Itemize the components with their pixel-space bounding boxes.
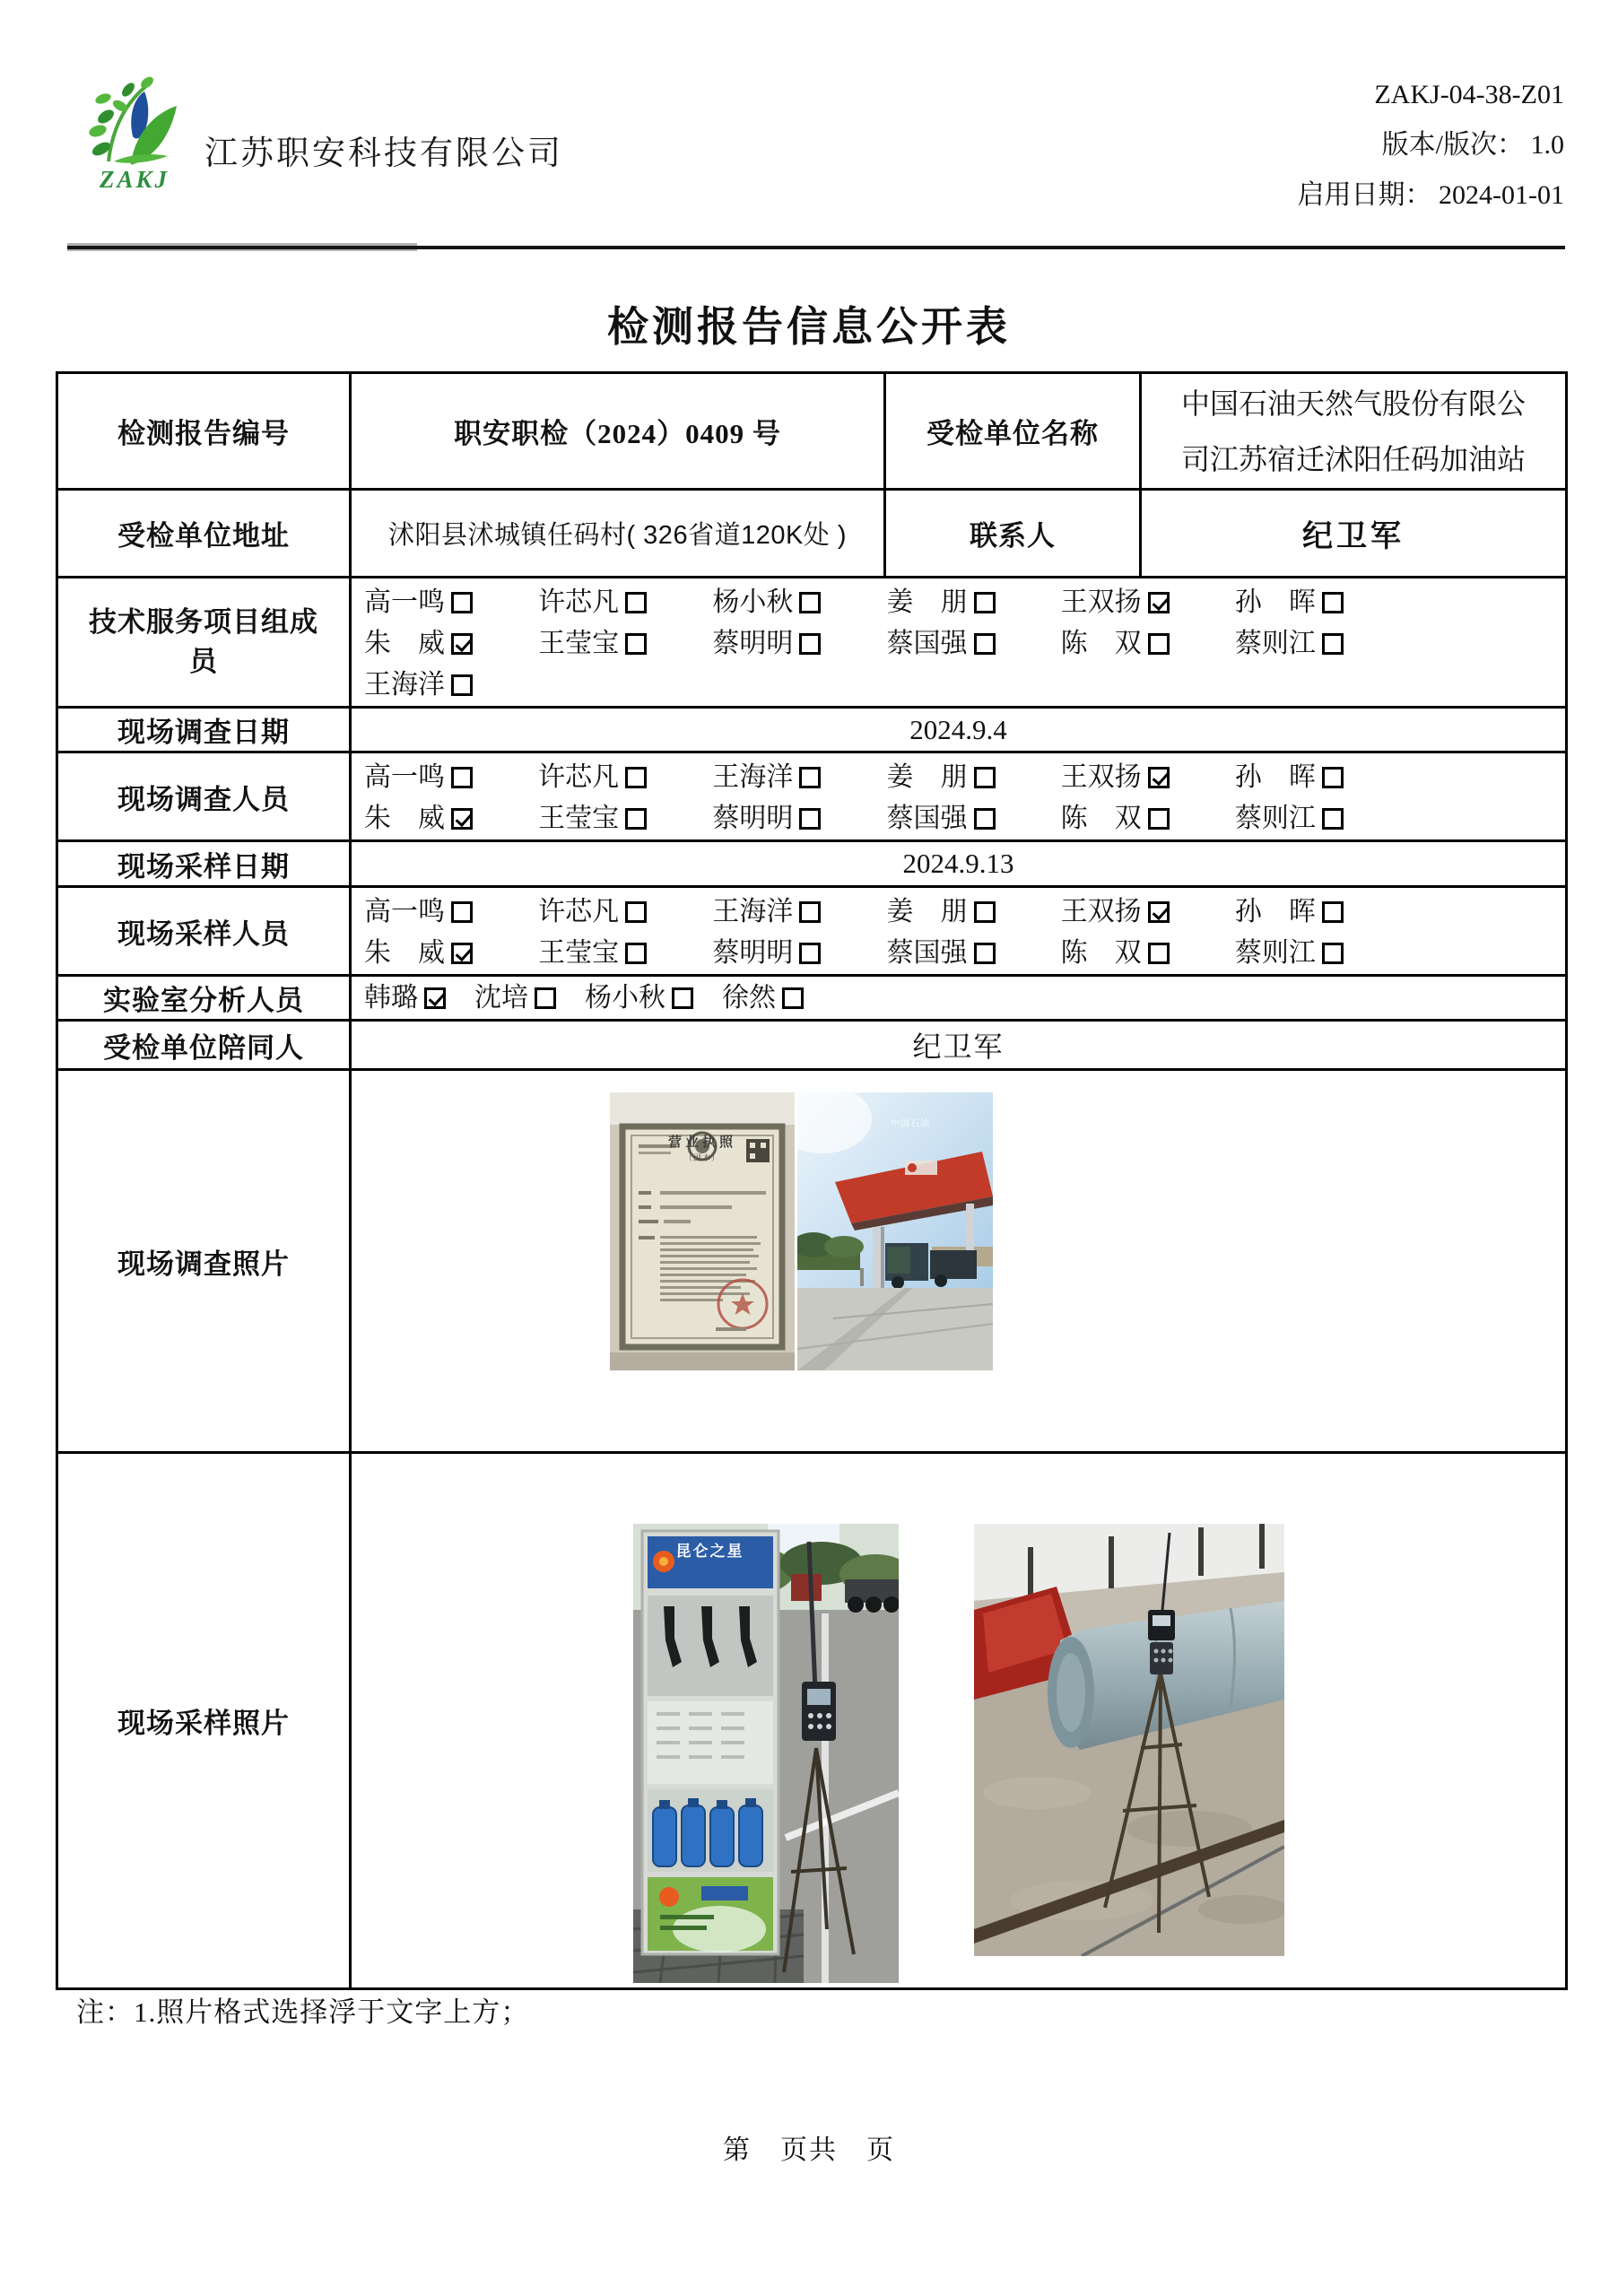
member-name: 杨小秋 [712,587,794,617]
member-name: 王莹宝 [538,938,620,968]
lab-staff-cell [351,976,1567,1021]
member-name: 许芯凡 [538,762,620,792]
sampling-date-value: 2024.9.13 [351,841,1567,887]
member-item [712,757,886,798]
unit-name-line1: 中国石油天然气股份有限公 [1180,387,1526,420]
member-item [712,582,886,623]
member-item [364,665,538,706]
header-rule [67,246,1565,249]
member-item [1235,757,1409,798]
member-name: 徐然 [722,982,776,1013]
checkbox-icon[interactable] [1322,901,1344,923]
start-date-value: 2024-01-01 [1439,180,1564,210]
member-name: 蔡则江 [1234,629,1316,658]
checkbox-icon[interactable] [535,987,556,1009]
document-code-block [1298,70,1564,221]
member-item [712,933,886,974]
member-item [538,891,712,933]
survey-date-label: 现场调查日期 [57,708,351,752]
member-name: 蔡明明 [712,938,794,968]
sampling-photos-label: 现场采样照片 [57,1453,351,1989]
company-name: 江苏职安科技有限公司 [204,135,563,172]
member-name: 许芯凡 [538,897,620,926]
member-item [1061,798,1235,839]
petrochina-sign: 中国石油 [891,1119,930,1129]
member-item [538,798,712,839]
member-row [352,978,1565,1018]
company-logo [67,74,202,194]
checkbox-icon[interactable] [625,633,647,655]
member-name: 韩璐 [364,982,418,1013]
business-license-photo [610,1092,795,1375]
checkbox-icon[interactable] [625,808,647,830]
member-item [1235,798,1409,839]
member-name: 蔡明明 [712,804,794,833]
survey-photos-label: 现场调查照片 [57,1070,351,1453]
checkbox-icon[interactable] [625,592,647,613]
dispenser-sampling-photo [633,1524,899,1987]
sampling-staff-cell [351,887,1567,976]
checkbox-icon[interactable] [1322,808,1344,830]
checkbox-checked-icon[interactable] [1148,592,1170,613]
member-item [474,978,556,1018]
report-table [56,371,1568,1990]
checkbox-icon[interactable] [1148,808,1170,830]
survey-staff-group [352,753,1565,839]
checkbox-checked-icon[interactable] [451,943,473,964]
member-name: 孙 晖 [1234,897,1316,926]
start-date-label: 启用日期： [1297,180,1432,210]
checkbox-icon[interactable] [799,808,821,830]
checkbox-icon[interactable] [974,633,996,655]
sampling-staff-group [352,888,1565,974]
table-row [57,1453,1567,1989]
table-row [57,841,1567,887]
table-row [57,578,1567,708]
unit-name-line2: 司江苏宿迁沭阳任码加油站 [1180,442,1526,475]
member-name: 蔡国强 [886,938,968,968]
member-item [1235,891,1409,933]
member-item [1061,933,1235,974]
member-item [364,891,538,933]
checkbox-icon[interactable] [1322,767,1344,788]
member-item [1235,623,1409,665]
checkbox-icon[interactable] [451,901,473,923]
member-name: 王莹宝 [538,629,620,658]
lab-staff-label: 实验室分析人员 [57,976,351,1021]
logo-text: ZAKJ [99,166,170,193]
member-item [1061,582,1235,623]
doc-start-date [1298,170,1564,221]
member-item [364,933,538,974]
member-item [364,623,538,665]
gas-station-photo [797,1092,993,1375]
lab-staff-group [352,978,1565,1018]
member-name: 朱 威 [364,804,445,833]
member-item [887,623,1061,665]
checkbox-icon[interactable] [974,943,996,964]
member-row [352,798,1565,839]
tank-sampling-image [974,1524,1284,1956]
member-name: 姜 朋 [886,897,968,926]
member-item [712,891,886,933]
checkbox-icon[interactable] [799,592,821,613]
gas-station-image [797,1092,993,1370]
unit-name-value [1141,373,1567,490]
member-row [352,623,1565,665]
contact-value: 纪卫军 [1141,490,1567,578]
team-members-cell [351,578,1567,708]
sampling-date-label: 现场采样日期 [57,841,351,887]
member-item [538,933,712,974]
member-name: 王海洋 [712,897,794,926]
survey-date-value: 2024.9.4 [351,708,1567,752]
checkbox-icon[interactable] [625,901,647,923]
member-name: 王双扬 [1060,587,1142,617]
team-label: 技术服务项目组成员 [57,578,351,708]
checkbox-icon[interactable] [974,767,996,788]
table-row [57,373,1567,490]
checkbox-icon[interactable] [974,901,996,923]
member-row [352,665,1565,706]
member-name: 沈培 [474,982,528,1013]
table-row [57,1070,1567,1453]
report-no-value: 职安职检（2024）0409 号 [351,373,885,490]
member-item [712,798,886,839]
checkbox-icon[interactable] [974,592,996,613]
report-no-label: 检测报告编号 [57,373,351,490]
checkbox-icon[interactable] [625,767,647,788]
checkbox-checked-icon[interactable] [1148,901,1170,923]
member-item [887,891,1061,933]
table-row [57,752,1567,841]
member-name: 陈 双 [1060,629,1142,658]
member-name: 杨小秋 [585,982,665,1013]
member-name: 蔡国强 [886,804,968,833]
member-name: 蔡则江 [1234,804,1316,833]
checkbox-icon[interactable] [451,674,473,696]
member-name: 王双扬 [1060,897,1142,926]
member-name: 陈 双 [1060,938,1142,968]
checkbox-icon[interactable] [799,901,821,923]
kunlun-star-sign: 昆仑之星 [675,1543,744,1560]
member-name: 王海洋 [364,670,445,700]
page-title: 检测报告信息公开表 [607,304,1011,350]
member-name: 蔡国强 [886,629,968,658]
member-row [352,891,1565,933]
checkbox-checked-icon[interactable] [451,808,473,830]
member-name: 许芯凡 [538,587,620,617]
checkbox-icon[interactable] [974,808,996,830]
sampling-photos-cell [351,1453,1567,1989]
member-name: 高一鸣 [364,897,445,926]
member-item [1061,891,1235,933]
checkbox-icon[interactable] [451,592,473,613]
member-row [352,757,1565,798]
address-value: 沭阳县沭城镇任码村( 326省道120K处 ) [351,490,885,578]
team-members-group [352,578,1565,706]
checkbox-icon[interactable] [1322,592,1344,613]
member-name: 高一鸣 [364,587,445,617]
checkbox-icon[interactable] [1148,943,1170,964]
table-row [57,887,1567,976]
member-name: 高一鸣 [364,762,445,792]
checkbox-icon[interactable] [451,767,473,788]
member-item [364,798,538,839]
footnote: 注：1.照片格式选择浮于文字上方； [76,1996,530,2028]
escort-label: 受检单位陪同人 [57,1021,351,1070]
doc-version [1298,120,1564,170]
member-name: 王海洋 [712,762,794,792]
survey-photos-cell [351,1070,1567,1453]
member-item [585,978,693,1018]
license-title: 营业执照 [667,1135,736,1150]
member-item [538,757,712,798]
member-item [1235,933,1409,974]
member-name: 陈 双 [1060,804,1142,833]
member-name: 朱 威 [364,629,445,658]
checkbox-icon[interactable] [1322,943,1344,964]
doc-code: ZAKJ-04-38-Z01 [1374,80,1564,109]
member-item [887,798,1061,839]
tank-sampling-photo [974,1524,1284,1961]
leaf-logo-icon [82,74,187,167]
checkbox-icon[interactable] [1148,633,1170,655]
member-item [712,623,886,665]
member-item [538,623,712,665]
checkbox-icon[interactable] [625,943,647,964]
checkbox-checked-icon[interactable] [424,987,446,1009]
member-item [722,978,804,1018]
member-item [364,978,446,1018]
dispenser-cabinet [642,1531,779,1954]
checkbox-icon[interactable] [1322,633,1344,655]
member-row [352,582,1565,623]
member-name: 王双扬 [1060,762,1142,792]
checkbox-icon[interactable] [672,987,693,1009]
escort-value: 纪卫军 [351,1021,1567,1070]
member-item [1061,757,1235,798]
member-name: 王莹宝 [538,804,620,833]
member-item [364,757,538,798]
survey-staff-label: 现场调查人员 [57,752,351,841]
member-item [887,757,1061,798]
sampling-device [802,1682,836,1741]
dispenser-sampling-image [633,1524,899,1983]
sampling-staff-label: 现场采样人员 [57,887,351,976]
table-row [57,1021,1567,1070]
table-row [57,708,1567,752]
contact-label: 联系人 [885,490,1141,578]
address-label: 受检单位地址 [57,490,351,578]
member-name: 孙 晖 [1234,587,1316,617]
version-value: 1.0 [1530,130,1564,160]
member-item [1235,582,1409,623]
member-item [887,933,1061,974]
member-name: 蔡则江 [1234,938,1316,968]
member-name: 姜 朋 [886,762,968,792]
table-row [57,490,1567,578]
member-item [1061,623,1235,665]
member-name: 朱 威 [364,938,445,968]
version-label: 版本/版次： [1381,130,1524,160]
survey-staff-cell [351,752,1567,841]
member-name: 蔡明明 [712,629,794,658]
table-row [57,976,1567,1021]
checkbox-checked-icon[interactable] [1148,767,1170,788]
member-row [352,933,1565,974]
member-item [364,582,538,623]
page-number-footer: 第 页共 页 [723,2135,895,2165]
checkbox-icon[interactable] [799,633,821,655]
member-name: 孙 晖 [1234,762,1316,792]
checkbox-icon[interactable] [799,943,821,964]
checkbox-checked-icon[interactable] [451,633,473,655]
license-subtitle: （副本） [683,1153,720,1162]
checkbox-icon[interactable] [799,767,821,788]
member-item [538,582,712,623]
member-item [887,582,1061,623]
member-name: 姜 朋 [886,587,968,617]
checkbox-icon[interactable] [782,987,804,1009]
unit-name-label: 受检单位名称 [885,373,1141,490]
